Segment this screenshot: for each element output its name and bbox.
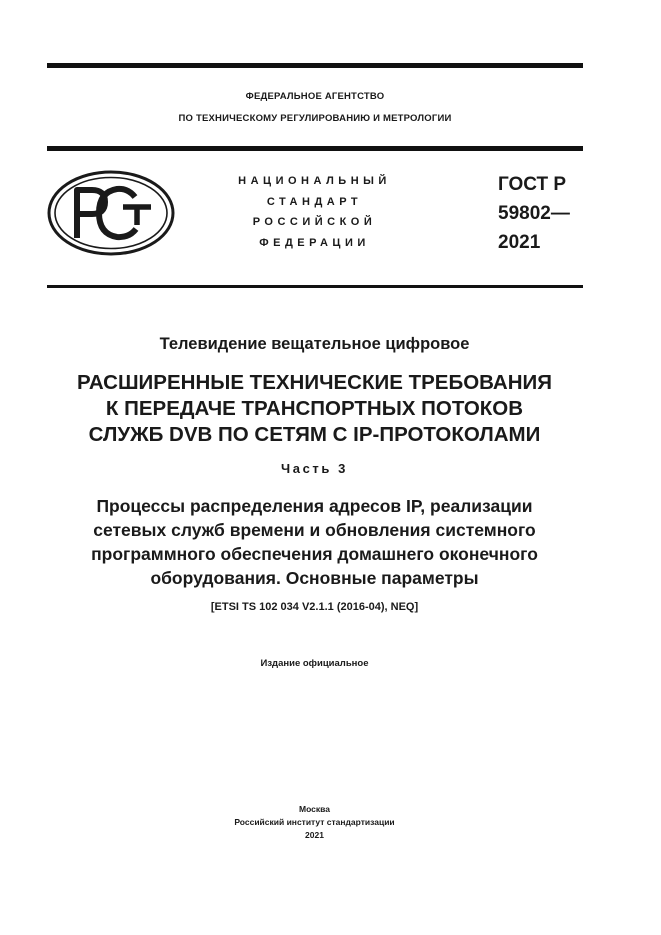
imprint-publisher: Российский институт стандартизации <box>234 817 395 827</box>
agency-name <box>47 91 583 102</box>
gost-line-1: ГОСТ Р <box>498 174 567 195</box>
part-number: Часть 3 <box>281 461 348 476</box>
part-title-line: Процессы распределения адресов IP, реализации <box>96 496 533 516</box>
document-subtitle: Телевидение вещательное цифровое <box>159 335 470 353</box>
part-title-line: оборудования. Основные параметры <box>150 568 479 588</box>
reference-standard: [ETSI TS 102 034 V2.1.1 (2016-04), NEQ] <box>210 601 419 613</box>
title-line: К ПЕРЕДАЧЕ ТРАНСПОРТНЫХ ПОТОКОВ <box>105 397 524 420</box>
title-rule <box>47 285 583 288</box>
agency-line-2: ПО ТЕХНИЧЕСКОМУ РЕГУЛИРОВАНИЮ И МЕТРОЛОГИИ <box>178 113 452 124</box>
edition-note: Издание официальное <box>260 658 369 669</box>
imprint-year: 2021 <box>305 830 324 840</box>
gost-line-2: 59802— <box>498 203 570 224</box>
rst-logo-icon <box>47 170 175 261</box>
standard-label-line: ФЕДЕРАЦИИ <box>259 236 370 249</box>
part-title-line: программного обеспечения домашнего оконечного <box>91 544 538 564</box>
standard-label-line: НАЦИОНАЛЬНЫЙ <box>238 175 391 187</box>
gost-number <box>498 170 570 257</box>
part-title <box>0 494 629 590</box>
agency-line-1: ФЕДЕРАЛЬНОЕ АГЕНТСТВО <box>245 91 385 102</box>
standard-label <box>212 171 417 253</box>
imprint-city: Москва <box>299 804 330 814</box>
standard-label-line: РОССИЙСКОЙ <box>252 216 377 228</box>
top-rule <box>47 63 583 68</box>
imprint <box>0 803 629 842</box>
title-line: СЛУЖБ DVB ПО СЕТЯМ С IP-ПРОТОКОЛАМИ <box>88 423 541 446</box>
title-line: РАСШИРЕННЫЕ ТЕХНИЧЕСКИЕ ТРЕБОВАНИЯ <box>76 371 552 394</box>
gost-line-3: 2021 <box>498 232 541 253</box>
document-title <box>0 370 629 448</box>
agency-name-2 <box>47 113 583 124</box>
header-rule <box>47 146 583 151</box>
part-title-line: сетевых служб времени и обновления системного <box>93 520 536 540</box>
standard-label-line: СТАНДАРТ <box>266 195 363 208</box>
